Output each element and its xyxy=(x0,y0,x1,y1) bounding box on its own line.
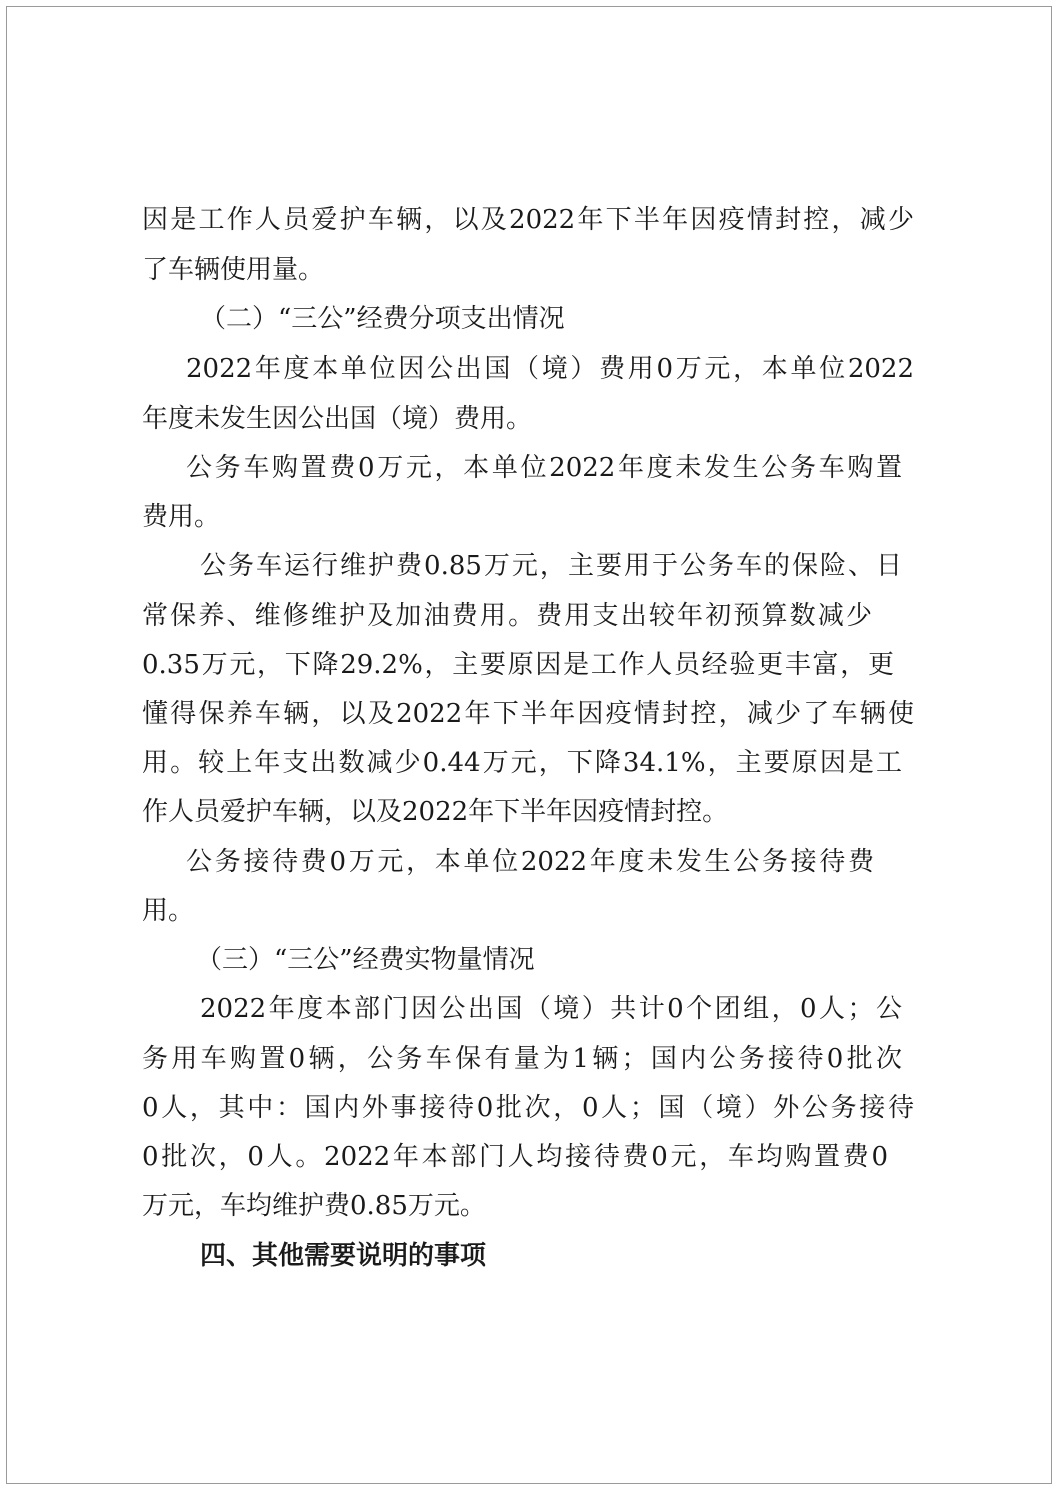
paragraph-line: 0.35万元，下降29.2%，主要原因是工作人员经验更丰富，更 xyxy=(142,650,894,680)
paragraph-line: 2022年度本单位因公出国（境）费用0万元，本单位2022 xyxy=(186,354,914,384)
paragraph-line: 用。较上年支出数减少0.44万元，下降34.1%，主要原因是工 xyxy=(142,748,902,778)
section-heading: （三）“三公”经费实物量情况 xyxy=(196,945,535,975)
paragraph-line: 0人，其中：国内外事接待0批次，0人；国（境）外公务接待 xyxy=(142,1093,914,1123)
paragraph-line: 用。 xyxy=(142,896,195,926)
paragraph-line: 作人员爱护车辆，以及2022年下半年因疫情封控。 xyxy=(142,797,729,827)
paragraph-line: 公务接待费0万元，本单位2022年度未发生公务接待费 xyxy=(186,847,874,877)
paragraph-line: 2022年度本部门因公出国（境）共计0个团组，0人；公 xyxy=(200,994,902,1024)
paragraph-line: 因是工作人员爱护车辆，以及2022年下半年因疫情封控，减少 xyxy=(142,205,914,235)
paragraph-line: 万元，车均维护费0.85万元。 xyxy=(142,1191,486,1221)
section-heading: （二）“三公”经费分项支出情况 xyxy=(200,304,565,334)
section-heading-main: 四、其他需要说明的事项 xyxy=(200,1241,487,1271)
paragraph-line: 公务车购置费0万元，本单位2022年度未发生公务车购置 xyxy=(186,453,902,483)
paragraph-line: 0批次，0人。2022年本部门人均接待费0元，车均购置费0 xyxy=(142,1142,888,1172)
paragraph-line: 公务车运行维护费0.85万元，主要用于公务车的保险、日 xyxy=(200,551,902,581)
paragraph-line: 年度未发生因公出国（境）费用。 xyxy=(142,404,533,434)
paragraph-line: 懂得保养车辆，以及2022年下半年因疫情封控，减少了车辆使 xyxy=(142,699,914,729)
paragraph-line: 务用车购置0辆，公务车保有量为1辆；国内公务接待0批次 xyxy=(142,1044,902,1074)
paragraph-line: 了车辆使用量。 xyxy=(142,255,325,285)
paragraph-line: 常保养、维修维护及加油费用。费用支出较年初预算数减少 xyxy=(142,601,872,631)
paragraph-line: 费用。 xyxy=(142,502,221,532)
